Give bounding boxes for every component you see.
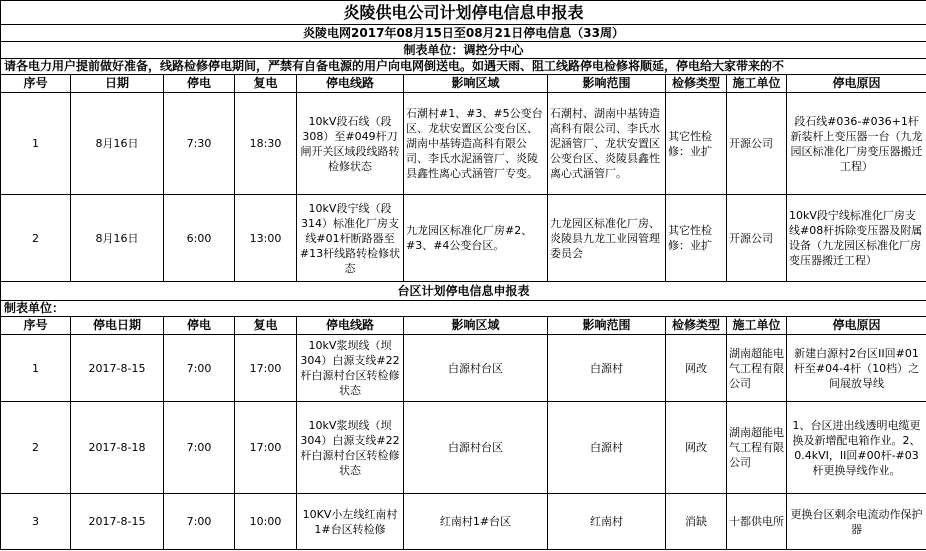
- header-cell: 检修类型: [666, 317, 727, 335]
- row-type: 其它性检修：业扩: [666, 195, 727, 282]
- header-cell: 复电: [235, 75, 297, 93]
- row-area: 石潮村#1、#3、#5公变台区、龙状安置区公变台区、湖南中基铸造高科有限公司、李氏水泥涵管厂、炎陵县鑫性离心式涵管厂专变。: [404, 93, 548, 195]
- row-on-time: 17:00: [235, 335, 297, 402]
- row-unit: 湖南超能电气工程有限公司: [727, 335, 787, 402]
- table-row: [1, 93, 926, 195]
- row-reason: 更换台区剩余电流动作保护器: [787, 494, 926, 550]
- row-scope: 石潮村、湖南中基铸造高科有限公司、李氏水泥涵管厂、龙状安置区公变台区、炎陵县鑫性离心式涵管厂。: [548, 93, 666, 195]
- header-cell: 停电: [164, 317, 235, 335]
- row-line: 10kV浆坝线（坝304）白源支线#22杆白源村台区转检修状态: [297, 335, 404, 402]
- row-area: 红南村1#台区: [404, 494, 548, 550]
- row-area: 白源村台区: [404, 402, 548, 494]
- row-scope: 红南村: [548, 494, 666, 550]
- header-cell: 停电: [164, 75, 235, 93]
- unit-row: [1, 42, 926, 59]
- row-off-time: 7:00: [164, 494, 235, 550]
- row-scope: 九龙园区标准化厂房、炎陵县九龙工业园管理委员会: [548, 195, 666, 282]
- row-off-time: 7:00: [164, 335, 235, 402]
- header-cell: 施工单位: [727, 317, 787, 335]
- row-line: 10kV浆坝线（坝304）白源支线#22杆白源村台区转检修状态: [297, 402, 404, 494]
- row-on-time: 10:00: [235, 494, 297, 550]
- table-row: [1, 494, 926, 550]
- subtitle-row: [1, 25, 926, 42]
- row-unit: 开源公司: [727, 93, 787, 195]
- header-cell: 序号: [1, 75, 71, 93]
- header-cell: 影响范围: [548, 75, 666, 93]
- row-off-time: 7:30: [164, 93, 235, 195]
- header-cell: 停电线路: [297, 75, 404, 93]
- table2-unit-line: 制表单位：: [1, 301, 926, 317]
- row-date: 8月16日: [71, 93, 164, 195]
- unit-line: 制表单位：调控分中心: [1, 42, 926, 59]
- row-no: 2: [1, 195, 71, 282]
- notice-row: [1, 59, 926, 75]
- header-cell: 停电原因: [787, 317, 926, 335]
- row-unit: 开源公司: [727, 195, 787, 282]
- row-no: 1: [1, 93, 71, 195]
- header-cell: 停电日期: [71, 317, 164, 335]
- row-line: 10kV段宁线（段314）标准化厂房支线#01杆断路器至#13杆线路转检修状态: [297, 195, 404, 282]
- row-on-time: 17:00: [235, 402, 297, 494]
- row-no: 3: [1, 494, 71, 550]
- row-on-time: 18:30: [235, 93, 297, 195]
- notice-text: 请各电力用户提前做好准备，线路检修停电期间，严禁有自备电源的用户向电网倒送电。如遇天雨、阻工线路停电检修将顺延，停电给大家带来的不: [1, 59, 926, 75]
- header-cell: 检修类型: [666, 75, 727, 93]
- row-scope: 白源村: [548, 402, 666, 494]
- table2-title-row: [1, 282, 926, 301]
- table-row: [1, 402, 926, 494]
- row-line: 10KV小左线红南村1#台区转检修: [297, 494, 404, 550]
- row-unit: 湖南超能电气工程有限公司: [727, 402, 787, 494]
- header-cell: 影响区域: [404, 317, 548, 335]
- row-date: 2017-8-15: [71, 494, 164, 550]
- row-line: 10kV段石线（段308）至#049杆刀闸开关区域段线路转检修状态: [297, 93, 404, 195]
- header-cell: 序号: [1, 317, 71, 335]
- row-reason: 1、台区进出线透明电缆更换及新增配电箱作业。2、0.4kVI，II回#00杆-#03杆更换导线作业。: [787, 402, 926, 494]
- row-off-time: 6:00: [164, 195, 235, 282]
- header-cell: 影响范围: [548, 317, 666, 335]
- section-title: 台区计划停电信息申报表: [1, 282, 926, 301]
- row-scope: 白源村: [548, 335, 666, 402]
- table1-header-row: [1, 75, 926, 93]
- row-reason: 段石线#036-#036+1杆新装杆上变压器一台（九龙园区标准化厂房变压器搬迁工程）: [787, 93, 926, 195]
- row-area: 白源村台区: [404, 335, 548, 402]
- page-title: 炎陵供电公司计划停电信息申报表: [1, 1, 926, 25]
- table2-unit-row: [1, 301, 926, 317]
- row-type: 消缺: [666, 494, 727, 550]
- row-date: 2017-8-15: [71, 335, 164, 402]
- subtitle: 炎陵电网2017年08月15日至08月21日停电信息（33周）: [1, 25, 926, 42]
- row-unit: 十都供电所: [727, 494, 787, 550]
- header-cell: 影响区域: [404, 75, 548, 93]
- row-off-time: 7:00: [164, 402, 235, 494]
- row-date: 8月16日: [71, 195, 164, 282]
- row-no: 2: [1, 402, 71, 494]
- row-type: 网改: [666, 402, 727, 494]
- row-area: 九龙园区标准化厂房#2、#3、#4公变台区。: [404, 195, 548, 282]
- header-cell: 日期: [71, 75, 164, 93]
- table-row: [1, 335, 926, 402]
- header-cell: 停电线路: [297, 317, 404, 335]
- header-cell: 停电原因: [787, 75, 926, 93]
- row-no: 1: [1, 335, 71, 402]
- row-type: 其它性检修：业扩: [666, 93, 727, 195]
- row-reason: 10kV段宁线标准化厂房支线#08杆拆除变压器及附属设备（九龙园区标准化厂房变压器搬迁工程）: [787, 195, 926, 282]
- row-date: 2017-8-18: [71, 402, 164, 494]
- header-cell: 施工单位: [727, 75, 787, 93]
- table2-header-row: [1, 317, 926, 335]
- row-type: 网改: [666, 335, 727, 402]
- table-row: [1, 195, 926, 282]
- row-on-time: 13:00: [235, 195, 297, 282]
- header-cell: 复电: [235, 317, 297, 335]
- row-reason: 新建白源村2台区II回#01杆至#04-4杆（10档）之间展放导线: [787, 335, 926, 402]
- title-row: [1, 1, 926, 25]
